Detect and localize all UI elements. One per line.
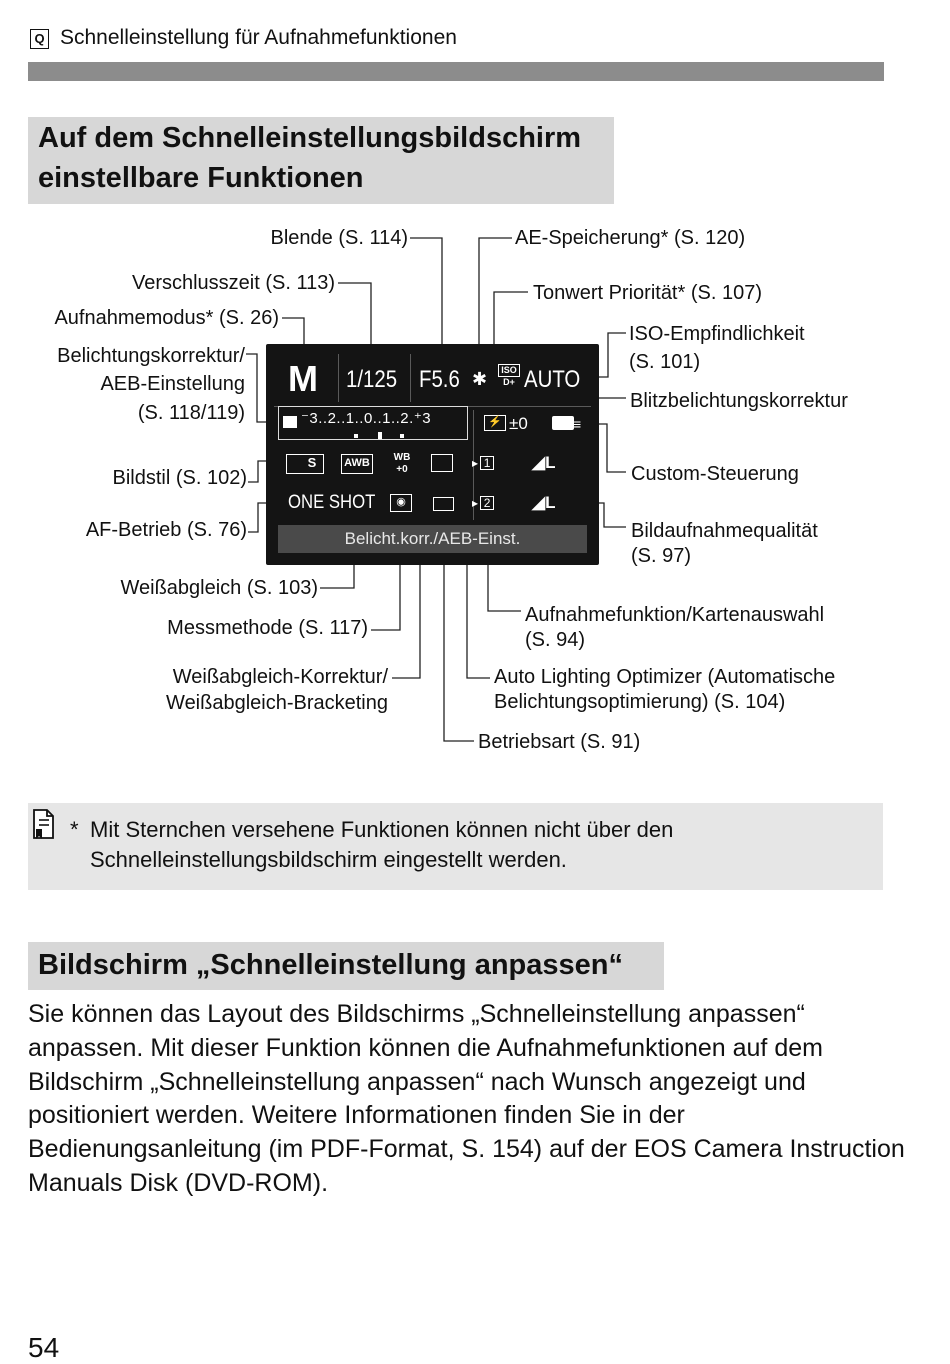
- exposure-scale-marks: [354, 432, 404, 438]
- label-messmethode: Messmethode (S. 117): [167, 617, 368, 639]
- label-wb-korrektur-line2: Weißabgleich-Bracketing: [166, 692, 388, 714]
- wb-shift-icon[interactable]: [390, 452, 414, 476]
- label-verschlusszeit: Verschlusszeit (S. 113): [131, 272, 335, 294]
- label-betriebsart: Betriebsart (S. 91): [478, 731, 641, 753]
- label-blende: Blende (S. 114): [270, 227, 408, 249]
- label-qualitaet-line2: (S. 97): [631, 545, 692, 567]
- label-iso-line1: ISO-Empfindlichkeit: [629, 323, 805, 345]
- label-ae-speicherung: AE-Speicherung* (S. 120): [515, 227, 746, 249]
- label-weissabgleich: Weißabgleich (S. 103): [120, 577, 318, 599]
- screen-flash-comp[interactable]: ±0: [509, 414, 528, 433]
- label-aufnahmefunktion-line1: Aufnahmefunktion/Kartenauswahl: [525, 604, 825, 626]
- screen-divider: [338, 354, 339, 402]
- label-alo-line2: Belichtungsoptimierung) (S. 104): [494, 691, 786, 713]
- label-aufnahmefunktion-line2: (S. 94): [525, 629, 586, 651]
- memo-icon: [30, 808, 56, 840]
- section-title-line2: einstellbare Funktionen: [38, 162, 364, 194]
- section2-title: Bildschirm „Schnelleinstellung anpassen“: [38, 949, 623, 981]
- body-paragraph: Sie können das Layout des Bildschirms „Schnelleinstellung anpassen“ anpassen. Mit dieser Funktion können die Aufnahmefunktionen auf dem Bildschirm „Schnelleinstellung anpassen“ nach Wunsch angezeigt und positioniert werden. Weitere Informationen finden Sie in der Bedienungsanleitung (im PDF-Format, S. 154) auf der EOS Camera Instruction Manuals Disk (DVD-ROM).: [28, 1000, 905, 1197]
- screen-iso-value[interactable]: AUTO: [524, 366, 581, 393]
- note-line2: Schnelleinstellungsbildschirm eingestellt werden.: [90, 847, 567, 872]
- note-asterisk: *: [70, 817, 79, 842]
- card-1-number: 1: [480, 456, 494, 470]
- card-2-icon[interactable]: ▸ 2: [472, 496, 494, 510]
- label-wb-korrektur-line1: Weißabgleich-Korrektur/: [172, 666, 388, 688]
- screen-af-mode[interactable]: ONE SHOT: [288, 492, 376, 513]
- quality-2[interactable]: ◢L: [532, 493, 556, 512]
- screen-mode[interactable]: M: [288, 358, 318, 399]
- custom-controls-lines-icon: ≡: [573, 416, 582, 432]
- auto-lighting-optimizer-icon[interactable]: [431, 454, 453, 472]
- wb-shift-top: WB: [393, 452, 411, 463]
- label-tonwert-prioritaet: Tonwert Priorität* (S. 107): [533, 282, 762, 304]
- card-2-number: 2: [480, 496, 494, 510]
- label-alo-line1: Auto Lighting Optimizer (Automatische: [494, 666, 836, 688]
- label-belichtung-line2: AEB-Einstellung: [100, 373, 245, 395]
- iso-icon-bottom: D+: [503, 377, 515, 387]
- label-belichtung-line1: Belichtungskorrektur/: [57, 345, 245, 367]
- metering-icon[interactable]: ◉: [390, 494, 412, 512]
- label-af-betrieb: AF-Betrieb (S. 76): [85, 519, 247, 541]
- screen-shutter-speed[interactable]: 1/125: [346, 366, 398, 393]
- quality-1-value: L: [545, 453, 556, 472]
- iso-icon: [498, 364, 520, 388]
- page-number: 54: [28, 1332, 60, 1363]
- quality-1[interactable]: ◢L: [532, 453, 556, 472]
- label-qualitaet-line1: Bildaufnahmequalität: [631, 520, 818, 542]
- flash-comp-icon: ⚡: [484, 415, 506, 431]
- note-text: [90, 815, 870, 875]
- section2-title-box: [28, 942, 664, 990]
- card-1-icon[interactable]: ▸ 1: [472, 456, 494, 470]
- label-iso-line2: (S. 101): [629, 351, 701, 373]
- note-line1: Mit Sternchen versehene Funktionen können nicht über den: [90, 817, 674, 842]
- iso-icon-top: ISO: [498, 364, 520, 377]
- screen-aperture[interactable]: F5.6: [419, 366, 460, 393]
- label-belichtung-line3: (S. 118/119): [137, 402, 245, 424]
- custom-controls-icon[interactable]: [552, 416, 574, 430]
- screen-guide-bar: Belicht.korr./AEB-Einst.: [278, 525, 587, 553]
- quality-2-value: L: [545, 493, 556, 512]
- ae-lock-icon: ✱: [472, 369, 488, 389]
- running-header: Schnelleinstellung für Aufnahmefunktionen: [60, 26, 457, 49]
- section-title-line1: Auf dem Schnelleinstellungsbildschirm: [38, 122, 582, 154]
- label-aufnahmemodus: Aufnahmemodus* (S. 26): [54, 307, 279, 329]
- drive-mode-icon[interactable]: [433, 497, 454, 511]
- quick-control-screen: [266, 344, 599, 565]
- white-balance-chip[interactable]: AWB: [341, 454, 373, 474]
- exposure-comp-icon: [283, 416, 297, 428]
- picture-style-value: S: [307, 455, 317, 470]
- label-blitzbelichtung: Blitzbelichtungskorrektur: [630, 390, 848, 412]
- picture-style-chip[interactable]: [286, 454, 324, 474]
- label-custom-steuerung: Custom-Steuerung: [631, 463, 799, 485]
- label-bildstil: Bildstil (S. 102): [112, 467, 247, 489]
- exposure-scale: ⁻3..2..1..0..1..2.⁺3: [301, 410, 432, 427]
- screen-divider: [410, 354, 411, 402]
- wb-shift-bottom: +0: [396, 464, 408, 475]
- quick-control-icon: Q: [30, 29, 49, 49]
